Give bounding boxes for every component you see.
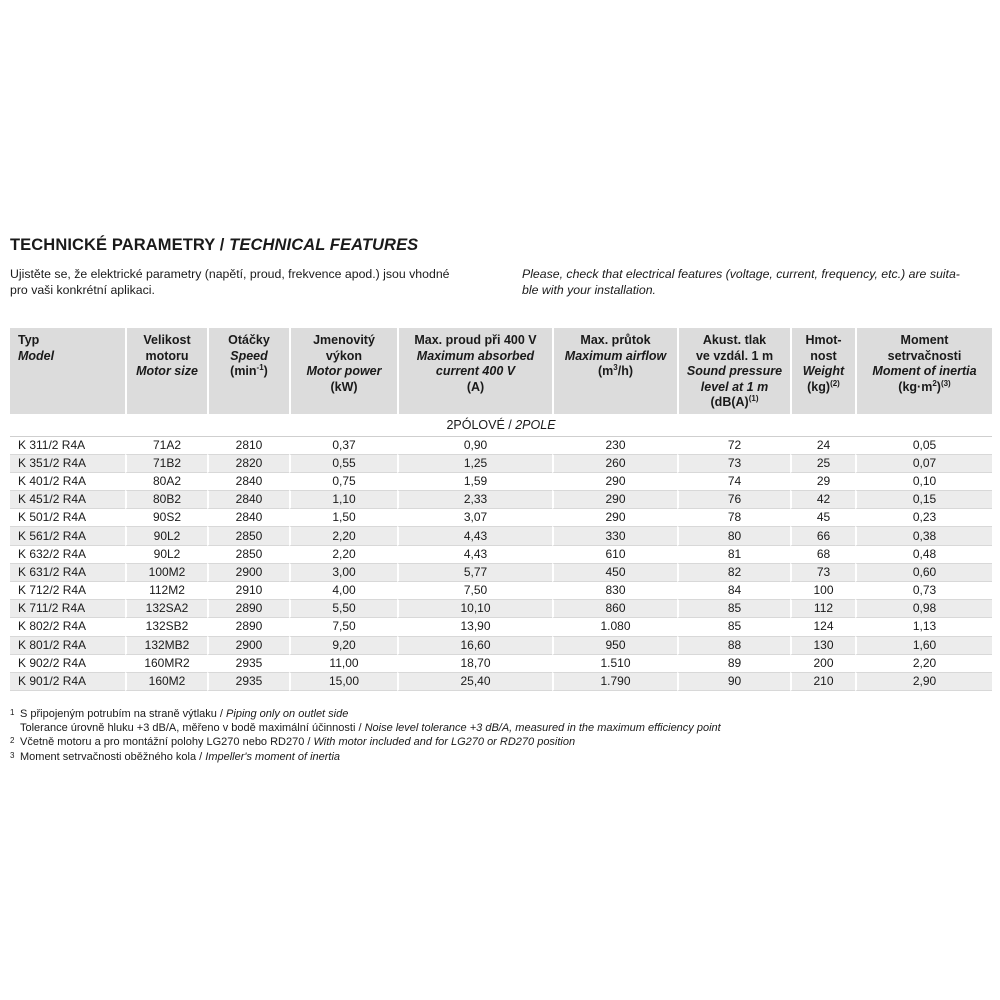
cell-max-airflow: 610	[552, 546, 677, 564]
cell-sound-pressure: 74	[677, 473, 790, 491]
cell-speed: 2840	[207, 509, 289, 527]
footnote-mark: 2	[10, 736, 15, 746]
table-row	[10, 455, 992, 473]
cell-weight: 24	[790, 437, 855, 455]
footnote-en: Noise level tolerance +3 dB/A, measured in the maximum efficiency point	[364, 722, 721, 735]
footnote-en: Piping only on outlet side	[226, 708, 349, 720]
table-row	[10, 437, 992, 455]
cell-sound-pressure: 80	[677, 527, 790, 545]
cell-sound-pressure: 81	[677, 546, 790, 564]
cell-max-current: 0,90	[397, 437, 552, 455]
cell-motor-size: 160M2	[125, 673, 207, 691]
header-moment-of-inertia: Moment setrvačnosti Moment of inertia $(kg\cdot m^2)^{(3)}$	[855, 328, 992, 414]
cell-speed: 2840	[207, 491, 289, 509]
cell-weight: 73	[790, 564, 855, 582]
cell-model: K 712/2 R4A	[10, 582, 125, 600]
cell-max-current: 5,77	[397, 564, 552, 582]
footnotes	[10, 707, 721, 764]
cell-moment-of-inertia: 2,20	[855, 655, 992, 673]
cell-weight: 25	[790, 455, 855, 473]
table-row	[10, 491, 992, 509]
cell-motor-power: 0,75	[289, 473, 397, 491]
cell-speed: 2900	[207, 637, 289, 655]
table-row	[10, 509, 992, 527]
cell-moment-of-inertia: 0,60	[855, 564, 992, 582]
cell-motor-power: 3,00	[289, 564, 397, 582]
cell-motor-power: 2,20	[289, 527, 397, 545]
cell-sound-pressure: 76	[677, 491, 790, 509]
cell-motor-size: 80A2	[125, 473, 207, 491]
table-row	[10, 546, 992, 564]
table-row	[10, 582, 992, 600]
cell-max-current: 16,60	[397, 637, 552, 655]
cell-max-airflow: 1.510	[552, 655, 677, 673]
intro-en-line-1: Please, check that electrical features (voltage, current, frequency, etc.) are suita-	[522, 267, 960, 281]
cell-weight: 66	[790, 527, 855, 545]
header-max-airflow: Max. průtok Maximum airflow $(m^3/h)$	[552, 328, 677, 414]
technical-features-table	[10, 328, 992, 691]
footnote-cs: S připojeným potrubím na straně výtlaku /	[20, 708, 227, 720]
cell-max-airflow: 290	[552, 473, 677, 491]
table-row	[10, 637, 992, 655]
cell-max-airflow: 450	[552, 564, 677, 582]
header-motor-power: Jmenovitý výkon Motor power (kW)	[289, 328, 397, 414]
cell-moment-of-inertia: 0,38	[855, 527, 992, 545]
cell-speed: 2910	[207, 582, 289, 600]
cell-max-airflow: 230	[552, 437, 677, 455]
cell-moment-of-inertia: 0,15	[855, 491, 992, 509]
cell-model: K 311/2 R4A	[10, 437, 125, 455]
cell-moment-of-inertia: 0,73	[855, 582, 992, 600]
cell-motor-power: 11,00	[289, 655, 397, 673]
page-title	[10, 236, 418, 255]
footnote-cs: Moment setrvačnosti oběžného kola /	[20, 750, 206, 763]
cell-model: K 401/2 R4A	[10, 473, 125, 491]
cell-motor-power: 5,50	[289, 600, 397, 618]
cell-sound-pressure: 78	[677, 509, 790, 527]
footnote	[10, 721, 721, 735]
table-body	[10, 437, 992, 692]
cell-moment-of-inertia: 0,05	[855, 437, 992, 455]
cell-model: K 631/2 R4A	[10, 564, 125, 582]
cell-weight: 100	[790, 582, 855, 600]
cell-motor-size: 71B2	[125, 455, 207, 473]
cell-sound-pressure: 73	[677, 455, 790, 473]
footnote	[10, 750, 721, 764]
cell-max-current: 18,70	[397, 655, 552, 673]
cell-motor-power: 1,50	[289, 509, 397, 527]
footnote-cs: Včetně motoru a pro montážní polohy LG270 nebo RD270 /	[20, 736, 314, 749]
cell-speed: 2840	[207, 473, 289, 491]
section-row	[10, 414, 992, 437]
header-motor-size: Velikost motoru Motor size	[125, 328, 207, 414]
table-row	[10, 600, 992, 618]
cell-speed: 2890	[207, 618, 289, 636]
cell-speed: 2850	[207, 527, 289, 545]
cell-weight: 68	[790, 546, 855, 564]
cell-motor-size: 132SB2	[125, 618, 207, 636]
footnote-mark: 1	[10, 708, 15, 717]
section-label: 2PÓLOVÉ / 2POLE	[10, 414, 992, 437]
cell-motor-size: 90L2	[125, 527, 207, 545]
cell-max-current: 4,43	[397, 546, 552, 564]
page-title-cs: TECHNICKÉ PARAMETRY /	[10, 236, 230, 254]
cell-max-current: 3,07	[397, 509, 552, 527]
cell-motor-power: 2,20	[289, 546, 397, 564]
cell-speed: 2820	[207, 455, 289, 473]
cell-max-airflow: 830	[552, 582, 677, 600]
cell-weight: 29	[790, 473, 855, 491]
cell-motor-power: 1,10	[289, 491, 397, 509]
cell-max-airflow: 950	[552, 637, 677, 655]
header-sound-pressure: Akust. tlak ve vzdál. 1 m Sound pressure level at 1 m ($dB(A)^{(1)}$	[677, 328, 790, 414]
cell-max-current: 1,25	[397, 455, 552, 473]
cell-moment-of-inertia: 0,23	[855, 509, 992, 527]
cell-max-airflow: 290	[552, 491, 677, 509]
cell-max-current: 2,33	[397, 491, 552, 509]
cell-sound-pressure: 85	[677, 600, 790, 618]
footnote	[10, 707, 721, 721]
intro-cs-line-1: Ujistěte se, že elektrické parametry (napětí, proud, frekvence apod.) jsou vhodné	[10, 267, 450, 281]
cell-model: K 501/2 R4A	[10, 509, 125, 527]
cell-speed: 2850	[207, 546, 289, 564]
cell-motor-size: 132MB2	[125, 637, 207, 655]
header-weight: Hmot- nost Weight (kg)$^{(2)}$	[790, 328, 855, 414]
table-row	[10, 527, 992, 545]
intro-cs-line-2: pro vaši konkrétní aplikaci.	[10, 283, 155, 297]
cell-model: K 711/2 R4A	[10, 600, 125, 618]
cell-max-current: 13,90	[397, 618, 552, 636]
cell-moment-of-inertia: 0,98	[855, 600, 992, 618]
cell-motor-size: 90S2	[125, 509, 207, 527]
cell-speed: 2935	[207, 655, 289, 673]
footnote-en: With motor included and for LG270 or RD270 position	[313, 736, 576, 749]
cell-sound-pressure: 84	[677, 582, 790, 600]
cell-speed: 2810	[207, 437, 289, 455]
cell-motor-power: 4,00	[289, 582, 397, 600]
cell-weight: 210	[790, 673, 855, 691]
cell-sound-pressure: 89	[677, 655, 790, 673]
cell-model: K 901/2 R4A	[10, 673, 125, 691]
cell-model: K 902/2 R4A	[10, 655, 125, 673]
footnote-en: Impeller's moment of inertia	[205, 750, 341, 763]
cell-motor-size: 132SA2	[125, 600, 207, 618]
cell-max-current: 10,10	[397, 600, 552, 618]
cell-moment-of-inertia: 0,07	[855, 455, 992, 473]
intro-czech	[10, 266, 500, 298]
cell-max-airflow: 860	[552, 600, 677, 618]
cell-weight: 45	[790, 509, 855, 527]
cell-max-airflow: 330	[552, 527, 677, 545]
cell-max-current: 25,40	[397, 673, 552, 691]
cell-moment-of-inertia: 1,60	[855, 637, 992, 655]
table-row	[10, 618, 992, 636]
cell-max-current: 7,50	[397, 582, 552, 600]
cell-speed: 2900	[207, 564, 289, 582]
cell-max-airflow: 1.790	[552, 673, 677, 691]
table-row	[10, 473, 992, 491]
cell-speed: 2935	[207, 673, 289, 691]
cell-max-airflow: 290	[552, 509, 677, 527]
cell-motor-size: 71A2	[125, 437, 207, 455]
cell-model: K 561/2 R4A	[10, 527, 125, 545]
cell-sound-pressure: 82	[677, 564, 790, 582]
cell-motor-power: 0,55	[289, 455, 397, 473]
cell-max-current: 4,43	[397, 527, 552, 545]
header-speed: Otáčky Speed $(\min^{-1})$	[207, 328, 289, 414]
table-row	[10, 655, 992, 673]
cell-speed: 2890	[207, 600, 289, 618]
footnote-cs: Tolerance úrovně hluku +3 dB/A, měřeno v bodě maximální účinnosti /	[20, 722, 365, 735]
cell-sound-pressure: 85	[677, 618, 790, 636]
cell-model: K 451/2 R4A	[10, 491, 125, 509]
cell-motor-power: 15,00	[289, 673, 397, 691]
cell-model: K 632/2 R4A	[10, 546, 125, 564]
cell-sound-pressure: 88	[677, 637, 790, 655]
table-header-row	[10, 328, 992, 414]
cell-motor-size: 112M2	[125, 582, 207, 600]
cell-weight: 200	[790, 655, 855, 673]
cell-max-airflow: 1.080	[552, 618, 677, 636]
page-title-en: TECHNICAL FEATURES	[229, 236, 419, 254]
cell-weight: 130	[790, 637, 855, 655]
cell-motor-power: 9,20	[289, 637, 397, 655]
cell-max-airflow: 260	[552, 455, 677, 473]
footnote	[10, 735, 721, 749]
table-row	[10, 673, 992, 691]
cell-moment-of-inertia: 0,48	[855, 546, 992, 564]
intro-en-line-2: ble with your installation.	[522, 283, 656, 297]
cell-model: K 351/2 R4A	[10, 455, 125, 473]
cell-motor-size: 90L2	[125, 546, 207, 564]
cell-sound-pressure: 90	[677, 673, 790, 691]
cell-moment-of-inertia: 0,10	[855, 473, 992, 491]
cell-sound-pressure: 72	[677, 437, 790, 455]
intro-english	[522, 266, 992, 298]
cell-max-current: 1,59	[397, 473, 552, 491]
cell-moment-of-inertia: 1,13	[855, 618, 992, 636]
cell-motor-power: 7,50	[289, 618, 397, 636]
table-row	[10, 564, 992, 582]
cell-weight: 124	[790, 618, 855, 636]
cell-motor-size: 100M2	[125, 564, 207, 582]
cell-moment-of-inertia: 2,90	[855, 673, 992, 691]
cell-model: K 802/2 R4A	[10, 618, 125, 636]
cell-model: K 801/2 R4A	[10, 637, 125, 655]
cell-motor-size: 80B2	[125, 491, 207, 509]
footnote-mark: 3	[10, 750, 15, 760]
header-max-current: Max. proud při 400 V Maximum absorbed current 400 V (A)	[397, 328, 552, 414]
cell-weight: 112	[790, 600, 855, 618]
header-model: Typ Model	[10, 328, 125, 414]
cell-motor-power: 0,37	[289, 437, 397, 455]
cell-motor-size: 160MR2	[125, 655, 207, 673]
cell-weight: 42	[790, 491, 855, 509]
